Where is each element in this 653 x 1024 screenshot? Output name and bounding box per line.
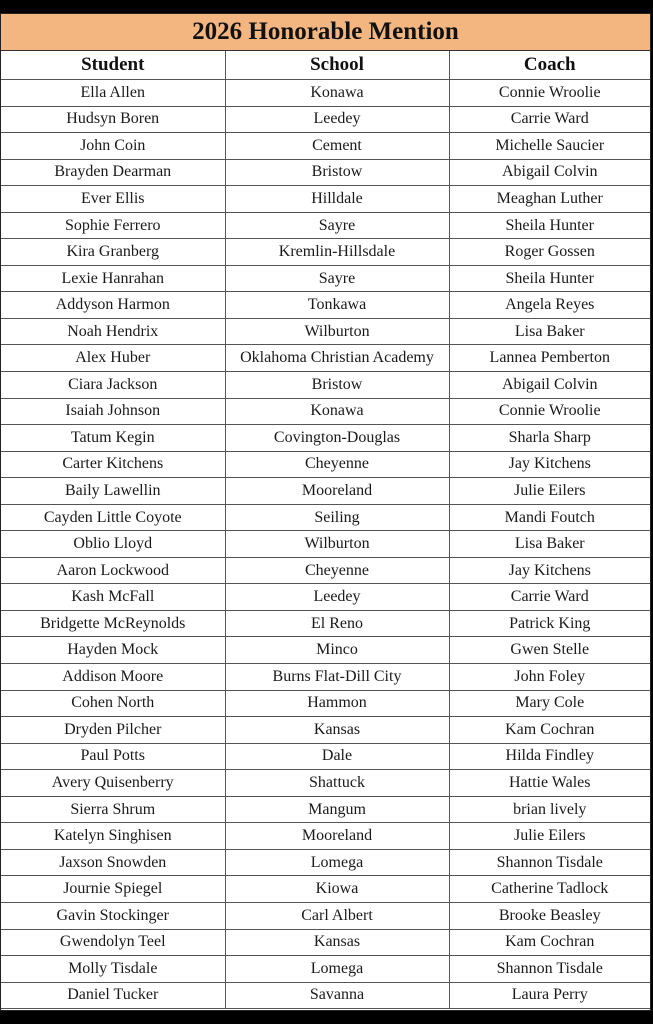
student-cell: Gavin Stockinger <box>1 902 225 929</box>
school-cell: Cement <box>225 133 449 160</box>
coach-cell: Connie Wroolie <box>449 398 650 425</box>
table-row <box>1 690 650 717</box>
coach-cell: Sharla Sharp <box>449 425 650 452</box>
school-cell: Leedey <box>225 584 449 611</box>
coach-cell: Carrie Ward <box>449 106 650 133</box>
student-cell: Ciara Jackson <box>1 372 225 399</box>
student-cell: Dryden Pilcher <box>1 717 225 744</box>
table-row <box>1 106 650 133</box>
table-header-row <box>1 51 650 80</box>
table-title: 2026 Honorable Mention <box>1 14 650 51</box>
student-cell: Journie Spiegel <box>1 876 225 903</box>
column-header-student: Student <box>1 51 225 80</box>
table-row <box>1 743 650 770</box>
coach-cell: Patrick King <box>449 610 650 637</box>
student-cell: Gwendolyn Teel <box>1 929 225 956</box>
student-cell: Addison Moore <box>1 664 225 691</box>
table-row <box>1 902 650 929</box>
student-cell: Noah Hendrix <box>1 318 225 345</box>
student-cell: John Coin <box>1 133 225 160</box>
coach-cell: Angela Reyes <box>449 292 650 319</box>
student-cell: Alex Huber <box>1 345 225 372</box>
coach-cell: Sheila Hunter <box>449 265 650 292</box>
school-cell: Kremlin-Hillsdale <box>225 239 449 266</box>
table-row <box>1 770 650 797</box>
table-row <box>1 318 650 345</box>
coach-cell: Julie Eilers <box>449 823 650 850</box>
student-cell: Brayden Dearman <box>1 159 225 186</box>
coach-cell: Jay Kitchens <box>449 451 650 478</box>
school-cell: Sayre <box>225 212 449 239</box>
coach-cell: Laura Perry <box>449 982 650 1009</box>
student-cell: Baily Lawellin <box>1 478 225 505</box>
school-cell: El Reno <box>225 610 449 637</box>
school-cell: Cheyenne <box>225 557 449 584</box>
coach-cell: Mary Cole <box>449 690 650 717</box>
table-row <box>1 584 650 611</box>
coach-cell: Kam Cochran <box>449 929 650 956</box>
school-cell: Tonkawa <box>225 292 449 319</box>
school-cell: Savanna <box>225 982 449 1009</box>
student-cell: Kash McFall <box>1 584 225 611</box>
table-row <box>1 425 650 452</box>
school-cell: Dale <box>225 743 449 770</box>
school-cell: Kansas <box>225 717 449 744</box>
coach-cell: Shannon Tisdale <box>449 849 650 876</box>
table-row <box>1 531 650 558</box>
school-cell: Mangum <box>225 796 449 823</box>
coach-cell: Meaghan Luther <box>449 186 650 213</box>
student-cell: Cohen North <box>1 690 225 717</box>
student-cell: Lexie Hanrahan <box>1 265 225 292</box>
student-cell: Aaron Lockwood <box>1 557 225 584</box>
school-cell: Kiowa <box>225 876 449 903</box>
school-cell: Wilburton <box>225 318 449 345</box>
school-cell: Hammon <box>225 690 449 717</box>
table-row <box>1 929 650 956</box>
student-cell: Tatum Kegin <box>1 425 225 452</box>
table-row <box>1 239 650 266</box>
school-cell: Mooreland <box>225 823 449 850</box>
school-cell: Konawa <box>225 398 449 425</box>
coach-cell: Lannea Pemberton <box>449 345 650 372</box>
student-cell: Jaxson Snowden <box>1 849 225 876</box>
coach-cell: Carrie Ward <box>449 584 650 611</box>
school-cell: Lomega <box>225 849 449 876</box>
coach-cell: John Foley <box>449 664 650 691</box>
school-cell: Lomega <box>225 956 449 983</box>
student-cell: Kira Granberg <box>1 239 225 266</box>
school-cell: Minco <box>225 637 449 664</box>
coach-cell: Sheila Hunter <box>449 212 650 239</box>
table-row <box>1 982 650 1009</box>
coach-cell: Catherine Tadlock <box>449 876 650 903</box>
student-cell: Carter Kitchens <box>1 451 225 478</box>
student-cell: Oblio Lloyd <box>1 531 225 558</box>
column-header-school: School <box>225 51 449 80</box>
student-cell: Hudsyn Boren <box>1 106 225 133</box>
student-cell: Bridgette McReynolds <box>1 610 225 637</box>
school-cell: Bristow <box>225 159 449 186</box>
school-cell: Hilldale <box>225 186 449 213</box>
student-cell: Paul Potts <box>1 743 225 770</box>
table-row <box>1 186 650 213</box>
coach-cell: Roger Gossen <box>449 239 650 266</box>
table-row <box>1 345 650 372</box>
school-cell: Shattuck <box>225 770 449 797</box>
table-row <box>1 212 650 239</box>
student-cell: Molly Tisdale <box>1 956 225 983</box>
table-row <box>1 610 650 637</box>
coach-cell: Gwen Stelle <box>449 637 650 664</box>
coach-cell: Shannon Tisdale <box>449 956 650 983</box>
school-cell: Kansas <box>225 929 449 956</box>
coach-cell: Hilda Findley <box>449 743 650 770</box>
table-row <box>1 159 650 186</box>
honorable-mention-table-container <box>0 13 651 1011</box>
table-row <box>1 956 650 983</box>
school-cell: Burns Flat-Dill City <box>225 664 449 691</box>
table-row <box>1 265 650 292</box>
student-cell: Isaiah Johnson <box>1 398 225 425</box>
school-cell: Sayre <box>225 265 449 292</box>
column-header-coach: Coach <box>449 51 650 80</box>
table-row <box>1 664 650 691</box>
school-cell: Oklahoma Christian Academy <box>225 345 449 372</box>
table-row <box>1 504 650 531</box>
table-row <box>1 478 650 505</box>
table-row <box>1 717 650 744</box>
honorable-mention-table <box>1 51 650 1009</box>
student-cell: Ella Allen <box>1 80 225 107</box>
coach-cell: Lisa Baker <box>449 531 650 558</box>
coach-cell: Hattie Wales <box>449 770 650 797</box>
table-row <box>1 398 650 425</box>
school-cell: Konawa <box>225 80 449 107</box>
student-cell: Hayden Mock <box>1 637 225 664</box>
school-cell: Covington-Douglas <box>225 425 449 452</box>
table-row <box>1 80 650 107</box>
table-row <box>1 849 650 876</box>
student-cell: Ever Ellis <box>1 186 225 213</box>
table-row <box>1 557 650 584</box>
coach-cell: Connie Wroolie <box>449 80 650 107</box>
student-cell: Katelyn Singhisen <box>1 823 225 850</box>
school-cell: Carl Albert <box>225 902 449 929</box>
student-cell: Cayden Little Coyote <box>1 504 225 531</box>
student-cell: Daniel Tucker <box>1 982 225 1009</box>
coach-cell: Brooke Beasley <box>449 902 650 929</box>
coach-cell: brian lively <box>449 796 650 823</box>
coach-cell: Abigail Colvin <box>449 159 650 186</box>
student-cell: Avery Quisenberry <box>1 770 225 797</box>
coach-cell: Julie Eilers <box>449 478 650 505</box>
table-row <box>1 451 650 478</box>
student-cell: Sophie Ferrero <box>1 212 225 239</box>
table-row <box>1 133 650 160</box>
table-row <box>1 823 650 850</box>
coach-cell: Kam Cochran <box>449 717 650 744</box>
table-row <box>1 372 650 399</box>
school-cell: Leedey <box>225 106 449 133</box>
coach-cell: Abigail Colvin <box>449 372 650 399</box>
coach-cell: Lisa Baker <box>449 318 650 345</box>
coach-cell: Michelle Saucier <box>449 133 650 160</box>
school-cell: Wilburton <box>225 531 449 558</box>
student-cell: Addyson Harmon <box>1 292 225 319</box>
coach-cell: Mandi Foutch <box>449 504 650 531</box>
school-cell: Cheyenne <box>225 451 449 478</box>
coach-cell: Jay Kitchens <box>449 557 650 584</box>
table-body <box>1 80 650 1009</box>
table-row <box>1 292 650 319</box>
school-cell: Seiling <box>225 504 449 531</box>
table-row <box>1 637 650 664</box>
school-cell: Mooreland <box>225 478 449 505</box>
table-row <box>1 796 650 823</box>
student-cell: Sierra Shrum <box>1 796 225 823</box>
table-row <box>1 876 650 903</box>
school-cell: Bristow <box>225 372 449 399</box>
